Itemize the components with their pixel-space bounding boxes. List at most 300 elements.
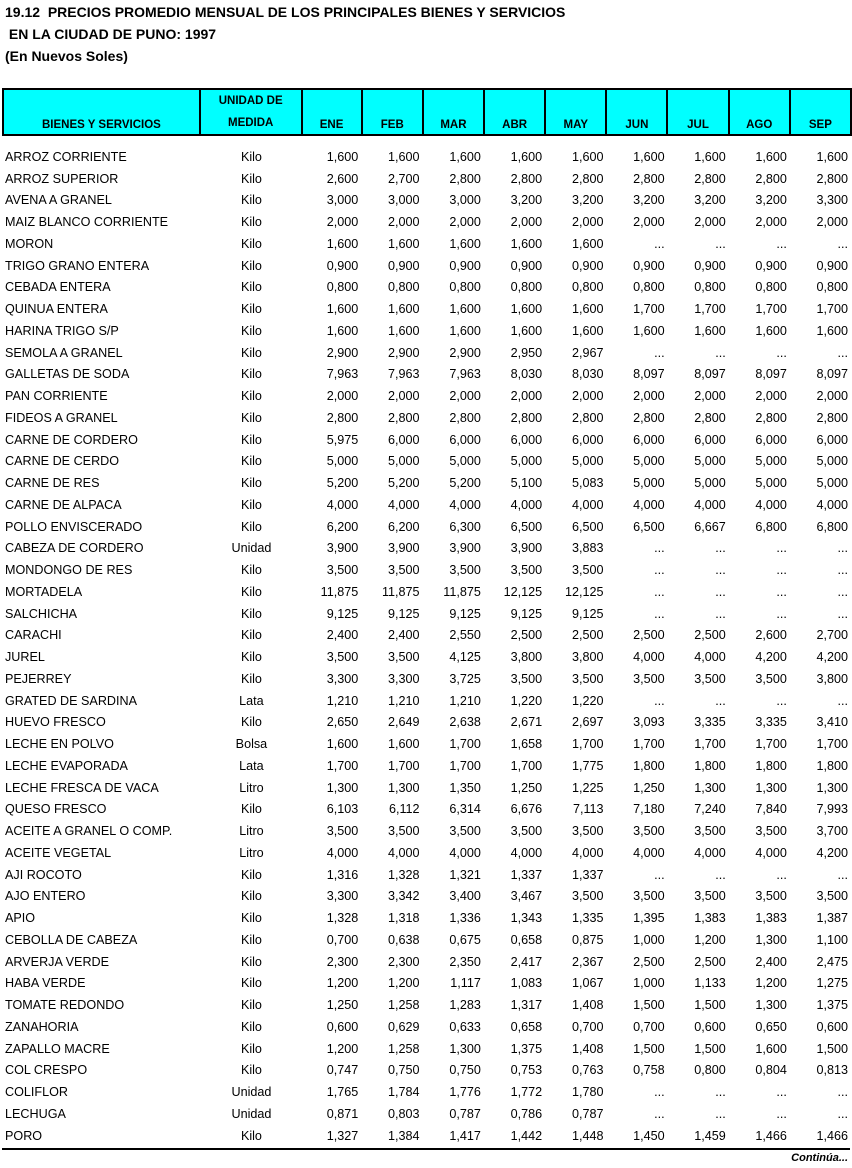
price-cell: 2,000 (755, 215, 787, 230)
price-cell: 2,500 (510, 628, 543, 643)
price-cell: 2,000 (572, 215, 604, 230)
price-cell: 1,600 (326, 236, 359, 251)
price-cell: 1,800 (633, 758, 665, 773)
price-cell: 7,963 (326, 367, 359, 382)
price-cell: 6,800 (755, 519, 787, 534)
price-cell: 2,900 (388, 345, 420, 360)
price-cell: 4,000 (572, 845, 604, 860)
price-cell: 0,800 (694, 280, 726, 295)
header-month: ABR (484, 89, 545, 135)
item-name: CARNE DE ALPACA (5, 497, 122, 512)
price-cell: 2,367 (572, 954, 604, 969)
price-cell: 1,200 (755, 976, 787, 991)
price-cell: ... (654, 1106, 665, 1121)
price-cell: 3,000 (388, 193, 420, 208)
price-cell: 2,900 (326, 345, 359, 360)
item-name: CARNE DE CERDO (5, 454, 120, 469)
item-name: JUREL (5, 650, 45, 665)
price-cell: 9,125 (510, 606, 543, 621)
price-cell: 1,700 (326, 758, 359, 773)
table-row (2, 516, 852, 538)
price-cell: 1,336 (449, 911, 481, 926)
price-cell: 0,758 (633, 1063, 665, 1078)
unit-of-measure: Kilo (240, 519, 262, 534)
price-cell: 1,327 (326, 1128, 359, 1143)
item-name: HARINA TRIGO S/P (5, 323, 119, 338)
table-row (2, 646, 852, 668)
price-cell: 1,300 (388, 780, 420, 795)
price-cell: 0,900 (572, 258, 604, 273)
price-cell: 6,800 (816, 519, 848, 534)
price-cell: 8,097 (633, 367, 665, 382)
price-cell: 1,700 (816, 302, 848, 317)
price-cell: 1,600 (449, 302, 481, 317)
price-cell: 0,803 (388, 1106, 420, 1121)
price-cell: 6,000 (572, 432, 604, 447)
price-cell: 3,500 (449, 824, 481, 839)
unit-of-measure: Kilo (240, 302, 262, 317)
price-cell: 2,400 (326, 628, 359, 643)
table-header (2, 88, 852, 136)
price-cell: 3,300 (388, 671, 420, 686)
price-cell: 3,500 (326, 650, 359, 665)
price-cell: 1,300 (326, 780, 359, 795)
price-cell: ... (837, 541, 848, 556)
item-name: HUEVO FRESCO (5, 715, 106, 730)
table-row (2, 1038, 852, 1060)
table-row (2, 1103, 852, 1125)
price-cell: 1,383 (694, 911, 726, 926)
price-cell: 1,220 (510, 693, 543, 708)
unit-of-measure: Kilo (240, 149, 262, 164)
price-cell: 0,600 (816, 1019, 848, 1034)
price-cell: ... (776, 1106, 787, 1121)
price-cell: 5,000 (694, 476, 726, 491)
price-cell: ... (715, 693, 726, 708)
price-cell: 1,210 (326, 693, 359, 708)
price-cell: 2,000 (633, 215, 665, 230)
price-cell: 2,700 (816, 628, 848, 643)
price-cell: 1,000 (633, 976, 665, 991)
price-cell: 1,700 (510, 758, 543, 773)
table-row (2, 190, 852, 212)
price-cell: 6,314 (449, 802, 481, 817)
price-cell: 1,776 (449, 1085, 481, 1100)
price-cell: 1,200 (326, 1041, 359, 1056)
price-cell: 2,600 (755, 628, 787, 643)
item-name: ZAPALLO MACRE (5, 1041, 110, 1056)
price-cell: 4,000 (694, 845, 726, 860)
price-cell: 3,500 (388, 563, 420, 578)
price-cell: ... (654, 867, 665, 882)
price-cell: 1,600 (449, 323, 481, 338)
item-name: ARROZ SUPERIOR (5, 171, 119, 186)
table-title: 19.12 PRECIOS PROMEDIO MENSUAL DE LOS PRINCIPALES BIENES Y SERVICIOS (5, 4, 566, 20)
unit-of-measure: Litro (239, 845, 264, 860)
table-row (2, 429, 852, 451)
price-cell: 4,000 (694, 650, 726, 665)
price-cell: ... (776, 584, 787, 599)
table-row (2, 712, 852, 734)
unit-of-measure: Kilo (240, 563, 262, 578)
price-cell: 1,500 (633, 998, 665, 1013)
price-cell: 1,600 (449, 236, 481, 251)
table-row (2, 907, 852, 929)
price-cell: 5,200 (449, 476, 481, 491)
price-cell: 1,328 (326, 911, 359, 926)
price-cell: 1,784 (388, 1085, 420, 1100)
price-cell: 1,600 (326, 323, 359, 338)
unit-of-measure: Kilo (240, 323, 262, 338)
price-cell: 4,000 (633, 650, 665, 665)
table-row (2, 973, 852, 995)
price-cell: 2,649 (388, 715, 420, 730)
item-name: ACEITE A GRANEL O COMP. (5, 824, 173, 839)
price-cell: 1,225 (572, 780, 604, 795)
price-cell: 4,200 (816, 650, 848, 665)
table-row (2, 994, 852, 1016)
price-cell: 1,772 (510, 1085, 543, 1100)
price-cell: 2,500 (633, 954, 665, 969)
price-cell: ... (776, 236, 787, 251)
price-cell: 3,342 (388, 889, 420, 904)
table-units-note: (En Nuevos Soles) (5, 48, 128, 64)
price-cell: 1,442 (510, 1128, 543, 1143)
price-cell: 1,600 (388, 323, 420, 338)
price-cell: 1,775 (572, 758, 604, 773)
price-cell: 3,000 (326, 193, 359, 208)
item-name: POLLO ENVISCERADO (5, 519, 143, 534)
price-cell: 3,000 (449, 193, 481, 208)
unit-of-measure: Kilo (240, 215, 262, 230)
price-cell: 0,600 (694, 1019, 726, 1034)
price-cell: 1,300 (694, 780, 726, 795)
unit-of-measure: Kilo (240, 650, 262, 665)
price-cell: 1,321 (449, 867, 481, 882)
price-cell: 2,800 (572, 410, 604, 425)
price-cell: 8,030 (510, 367, 543, 382)
price-cell: 1,450 (633, 1128, 665, 1143)
price-cell: 2,800 (510, 171, 543, 186)
price-cell: 6,000 (449, 432, 481, 447)
price-cell: 1,700 (755, 302, 787, 317)
price-cell: 1,210 (449, 693, 481, 708)
price-cell: 3,725 (449, 671, 481, 686)
price-cell: 1,600 (755, 149, 787, 164)
unit-of-measure: Kilo (240, 584, 262, 599)
price-cell: 0,750 (388, 1063, 420, 1078)
price-cell: 5,083 (572, 476, 604, 491)
table-row (2, 1016, 852, 1038)
price-cell: 1,300 (755, 998, 787, 1013)
unit-of-measure: Kilo (240, 671, 262, 686)
price-cell: 2,000 (816, 389, 848, 404)
price-cell: 1,700 (633, 737, 665, 752)
unit-of-measure: Kilo (240, 410, 262, 425)
price-cell: 2,800 (633, 171, 665, 186)
price-cell: 1,600 (633, 149, 665, 164)
price-cell: 1,600 (572, 236, 604, 251)
price-cell: 1,300 (755, 932, 787, 947)
price-cell: 0,800 (572, 280, 604, 295)
price-cell: 3,500 (572, 671, 604, 686)
item-name: HABA VERDE (5, 976, 86, 991)
price-cell: 6,300 (449, 519, 481, 534)
price-cell: 3,200 (572, 193, 604, 208)
price-cell: 2,300 (388, 954, 420, 969)
price-cell: 3,500 (755, 671, 787, 686)
item-name: AJO ENTERO (5, 889, 86, 904)
price-cell: 2,900 (449, 345, 481, 360)
table-row (2, 559, 852, 581)
item-name: LECHE EVAPORADA (5, 758, 128, 773)
price-cell: 9,125 (388, 606, 420, 621)
price-cell: 1,337 (510, 867, 543, 882)
price-cell: 3,500 (755, 889, 787, 904)
table-row (2, 472, 852, 494)
header-month: AGO (729, 89, 790, 135)
price-cell: ... (715, 606, 726, 621)
item-name: ACEITE VEGETAL (5, 845, 112, 860)
price-cell: 0,629 (388, 1019, 420, 1034)
price-cell: 0,800 (755, 280, 787, 295)
table-row (2, 146, 852, 168)
price-cell: 12,125 (503, 584, 543, 599)
unit-of-measure: Litro (239, 824, 264, 839)
price-cell: 2,417 (510, 954, 543, 969)
price-cell: 1,700 (449, 758, 481, 773)
unit-of-measure: Kilo (240, 1019, 262, 1034)
price-cell: 1,600 (633, 323, 665, 338)
price-cell: ... (715, 236, 726, 251)
item-name: TOMATE REDONDO (5, 998, 125, 1013)
unit-of-measure: Lata (239, 693, 264, 708)
price-cell: 1,600 (388, 302, 420, 317)
price-cell: 6,676 (510, 802, 543, 817)
price-cell: 1,600 (755, 1041, 787, 1056)
price-cell: 1,500 (633, 1041, 665, 1056)
price-cell: 1,258 (388, 998, 420, 1013)
price-cell: 5,000 (755, 476, 787, 491)
price-cell: ... (837, 693, 848, 708)
price-cell: 0,900 (633, 258, 665, 273)
price-cell: 1,220 (572, 693, 604, 708)
price-cell: 0,900 (388, 258, 420, 273)
price-cell: ... (654, 541, 665, 556)
unit-of-measure: Kilo (240, 998, 262, 1013)
price-cell: 2,638 (449, 715, 481, 730)
unit-of-measure: Kilo (240, 606, 262, 621)
price-cell: 0,900 (449, 258, 481, 273)
price-cell: 0,804 (755, 1063, 787, 1078)
price-cell: 4,000 (388, 497, 420, 512)
price-cell: 7,113 (572, 802, 604, 817)
item-name: AVENA A GRANEL (5, 193, 112, 208)
item-name: ARVERJA VERDE (5, 954, 110, 969)
price-cell: 3,500 (633, 889, 665, 904)
price-cell: 1,375 (510, 1041, 543, 1056)
table-row (2, 603, 852, 625)
price-cell: 6,000 (755, 432, 787, 447)
price-cell: 3,800 (816, 671, 848, 686)
price-cell: 2,950 (510, 345, 543, 360)
price-cell: 2,000 (633, 389, 665, 404)
price-cell: 5,975 (326, 432, 359, 447)
price-cell: 3,500 (694, 889, 726, 904)
price-cell: 6,500 (510, 519, 543, 534)
price-cell: ... (776, 867, 787, 882)
price-cell: 3,500 (388, 650, 420, 665)
price-cell: 8,030 (572, 367, 604, 382)
price-cell: 3,300 (326, 671, 359, 686)
price-cell: 3,335 (755, 715, 787, 730)
price-cell: 1,600 (572, 149, 604, 164)
unit-of-measure: Bolsa (235, 737, 268, 752)
price-cell: ... (654, 1085, 665, 1100)
price-cell: 3,900 (449, 541, 481, 556)
unit-of-measure: Kilo (240, 171, 262, 186)
price-cell: 0,800 (326, 280, 359, 295)
price-cell: 3,800 (510, 650, 543, 665)
price-cell: 3,500 (572, 563, 604, 578)
table-row (2, 168, 852, 190)
price-cell: 0,800 (449, 280, 481, 295)
price-cell: 5,000 (572, 454, 604, 469)
price-cell: 3,200 (510, 193, 543, 208)
price-cell: 2,800 (633, 410, 665, 425)
unit-of-measure: Kilo (240, 628, 262, 643)
price-cell: 6,200 (326, 519, 359, 534)
price-cell: 3,883 (572, 541, 604, 556)
price-cell: 1,600 (510, 323, 543, 338)
item-name: COLIFLOR (5, 1085, 68, 1100)
price-cell: 8,097 (694, 367, 726, 382)
item-name: CARACHI (5, 628, 62, 643)
table-subtitle: EN LA CIUDAD DE PUNO: 1997 (5, 26, 217, 42)
price-cell: 1,375 (816, 998, 848, 1013)
price-cell: 2,000 (755, 389, 787, 404)
price-cell: 2,800 (816, 171, 848, 186)
item-name: SEMOLA A GRANEL (5, 345, 123, 360)
price-cell: 2,000 (388, 215, 420, 230)
unit-of-measure: Kilo (240, 867, 262, 882)
unit-of-measure: Kilo (240, 954, 262, 969)
price-cell: 1,316 (326, 867, 359, 882)
price-cell: 1,700 (572, 737, 604, 752)
price-cell: 3,500 (388, 824, 420, 839)
item-name: GRATED DE SARDINA (5, 693, 138, 708)
price-cell: 2,000 (326, 389, 359, 404)
item-name: CARNE DE CORDERO (5, 432, 138, 447)
price-cell: 2,800 (388, 410, 420, 425)
price-cell: 2,400 (755, 954, 787, 969)
table-row (2, 320, 852, 342)
price-cell: 1,800 (816, 758, 848, 773)
price-cell: 7,963 (388, 367, 420, 382)
price-cell: 2,000 (449, 215, 481, 230)
price-cell: 1,600 (326, 149, 359, 164)
item-name: COL CRESPO (5, 1063, 88, 1078)
table-row (2, 755, 852, 777)
price-cell: 3,300 (326, 889, 359, 904)
price-cell: 0,787 (572, 1106, 604, 1121)
price-cell: ... (837, 563, 848, 578)
price-cell: 1,466 (816, 1128, 848, 1143)
price-cell: ... (837, 867, 848, 882)
price-cell: 1,210 (388, 693, 420, 708)
item-name: MONDONGO DE RES (5, 563, 133, 578)
price-cell: 2,650 (326, 715, 359, 730)
price-cell: 3,800 (572, 650, 604, 665)
item-name: PAN CORRIENTE (5, 389, 108, 404)
price-cell: 0,900 (326, 258, 359, 273)
price-cell: 2,000 (572, 389, 604, 404)
price-cell: 5,000 (510, 454, 543, 469)
table-row (2, 820, 852, 842)
unit-of-measure: Kilo (240, 476, 262, 491)
price-cell: 1,000 (633, 932, 665, 947)
price-cell: 2,500 (572, 628, 604, 643)
item-name: QUESO FRESCO (5, 802, 107, 817)
header-month: JUN (606, 89, 667, 135)
unit-of-measure: Kilo (240, 454, 262, 469)
price-cell: 4,000 (388, 845, 420, 860)
price-table (2, 146, 852, 1147)
price-cell: 2,800 (510, 410, 543, 425)
price-cell: 0,753 (510, 1063, 543, 1078)
item-name: MORON (5, 236, 54, 251)
table-row (2, 581, 852, 603)
price-cell: 3,500 (510, 671, 543, 686)
table-row (2, 799, 852, 821)
price-cell: 0,900 (694, 258, 726, 273)
price-cell: 0,871 (326, 1106, 359, 1121)
table-row (2, 233, 852, 255)
table-row (2, 886, 852, 908)
price-cell: ... (654, 584, 665, 599)
table-row (2, 842, 852, 864)
price-cell: 2,000 (326, 215, 359, 230)
unit-of-measure: Kilo (240, 432, 262, 447)
price-cell: 4,000 (326, 497, 359, 512)
price-cell: 6,500 (633, 519, 665, 534)
price-cell: 6,000 (694, 432, 726, 447)
price-cell: 1,337 (572, 867, 604, 882)
price-cell: 3,500 (816, 889, 848, 904)
table-row (2, 929, 852, 951)
unit-of-measure: Unidad (231, 541, 272, 556)
price-cell: ... (776, 606, 787, 621)
price-cell: 7,840 (755, 802, 787, 817)
unit-of-measure: Litro (239, 780, 264, 795)
price-cell: 0,600 (326, 1019, 359, 1034)
price-cell: 6,112 (388, 802, 420, 817)
price-cell: 5,000 (449, 454, 481, 469)
price-cell: 7,993 (816, 802, 848, 817)
price-cell: 3,500 (510, 824, 543, 839)
price-cell: 0,900 (510, 258, 543, 273)
price-cell: 3,900 (326, 541, 359, 556)
price-cell: 1,700 (633, 302, 665, 317)
unit-of-measure: Kilo (240, 889, 262, 904)
price-cell: 1,500 (816, 1041, 848, 1056)
price-cell: 11,875 (320, 584, 359, 599)
price-cell: 2,967 (572, 345, 604, 360)
price-cell: 6,000 (633, 432, 665, 447)
price-cell: ... (654, 236, 665, 251)
price-cell: 1,600 (388, 737, 420, 752)
price-cell: 3,467 (510, 889, 543, 904)
